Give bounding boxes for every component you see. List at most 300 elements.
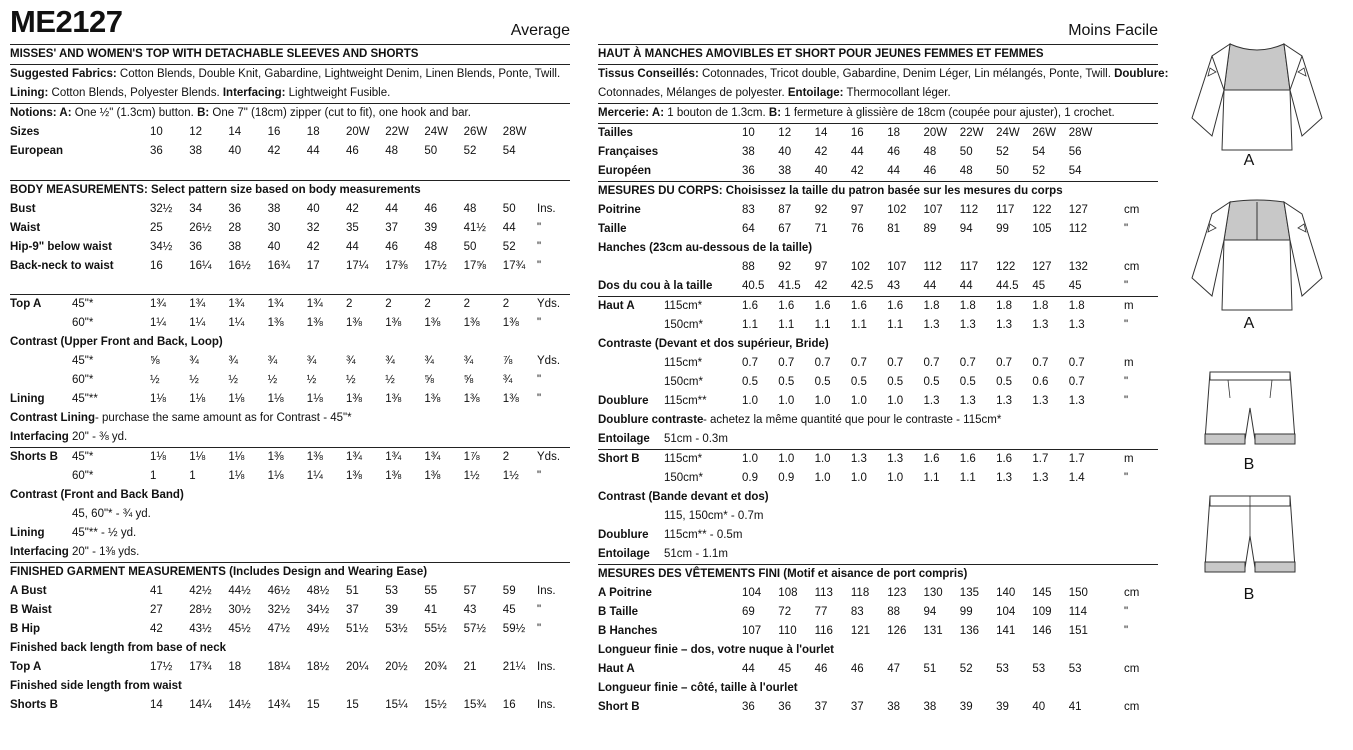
table-cell: 38 xyxy=(887,701,900,713)
table-cell: 146 xyxy=(1032,625,1052,637)
table-cell: 42 xyxy=(814,146,828,158)
table-cell: 17¼ xyxy=(346,260,369,272)
view-label-shorts-b-front: B xyxy=(1243,456,1255,473)
row-label: Poitrine xyxy=(598,204,641,216)
table-cell: 1 xyxy=(150,470,157,482)
table-cell: 38 xyxy=(742,146,755,158)
table-cell: 1⅛ xyxy=(150,393,166,405)
table-cell: 20W xyxy=(923,127,948,139)
table-row xyxy=(598,449,1158,469)
table-row xyxy=(598,603,1158,622)
row-width: 20" - 1⅜ yds. xyxy=(72,546,140,558)
table-cell: 1⅜ xyxy=(346,393,362,405)
table-cell: 1.6 xyxy=(778,300,795,312)
table-cell: 107 xyxy=(923,204,943,216)
row-label: Tailles xyxy=(598,127,633,139)
table-cell: 112 xyxy=(923,261,942,273)
row-label: Interfacing xyxy=(10,431,69,443)
table-cell: 92 xyxy=(814,204,828,216)
table-cell: 39 xyxy=(996,701,1009,713)
unit: " xyxy=(1124,280,1129,292)
table-cell: 48½ xyxy=(306,585,330,597)
table-row xyxy=(598,545,1158,564)
unit: cm xyxy=(1124,204,1140,216)
table-cell: 1.6 xyxy=(923,453,940,465)
row-label: Hip-9" below waist xyxy=(10,241,112,253)
table-cell: 57 xyxy=(463,585,477,597)
row-label: Hanches (23cm au-dessous de la taille) xyxy=(598,242,813,254)
table-cell: 42 xyxy=(267,145,281,157)
table-cell: 132 xyxy=(1068,261,1088,273)
table-row xyxy=(598,143,1158,162)
row-width: 60"* xyxy=(72,374,94,386)
table-cell: 53 xyxy=(1032,663,1046,675)
finished-measurements-table xyxy=(10,582,570,715)
table-cell: ⅝ xyxy=(463,374,474,386)
table-cell: 151 xyxy=(1068,625,1088,637)
table-row xyxy=(10,333,570,352)
table-cell: 2 xyxy=(463,298,470,310)
sizes-table-fr xyxy=(598,123,1158,181)
lining-interfacing-fr: Cotonnades, Mélanges de polyester. Entoilage: Thermocollant léger. xyxy=(598,87,951,99)
table-cell: 1.6 xyxy=(814,300,831,312)
unit: Yds. xyxy=(537,298,561,310)
table-cell: 52 xyxy=(996,146,1009,158)
table-cell: 121 xyxy=(850,625,871,637)
table-cell: 1⅛ xyxy=(189,393,206,405)
table-cell: 28W xyxy=(502,126,527,138)
table-cell: ½ xyxy=(267,374,278,386)
unit: " xyxy=(537,604,542,616)
table-cell: 41 xyxy=(1068,701,1082,713)
row-label: Haut A xyxy=(598,300,635,312)
row-width: 45"** xyxy=(72,393,98,405)
table-row xyxy=(598,526,1158,545)
yardage-shorts-b-table-fr xyxy=(598,449,1158,564)
table-cell: 15 xyxy=(346,699,359,711)
table-cell: 46½ xyxy=(267,585,290,597)
table-cell: 48 xyxy=(385,145,398,157)
row-width: 51cm - 1.1m xyxy=(664,548,728,560)
table-cell: 17⅜ xyxy=(385,260,408,272)
table-cell: 1.0 xyxy=(850,395,867,407)
table-cell: 20½ xyxy=(385,661,408,673)
row-label: Finished back length from base of neck xyxy=(10,642,226,654)
table-cell: 56 xyxy=(1068,146,1082,158)
table-row xyxy=(10,428,570,447)
row-label: Contrast (Upper Front and Back, Loop) xyxy=(10,336,223,348)
table-cell: 12 xyxy=(189,126,202,138)
row-label: Taille xyxy=(598,223,627,235)
table-cell: 76 xyxy=(850,223,864,235)
table-cell: 114 xyxy=(1068,606,1088,618)
table-cell: 107 xyxy=(742,625,762,637)
table-cell: 34½ xyxy=(306,604,330,616)
table-row xyxy=(598,258,1158,277)
table-cell: 42 xyxy=(306,241,320,253)
table-cell: 0.7 xyxy=(1068,376,1085,388)
table-cell: 43½ xyxy=(189,623,212,635)
table-cell: 1 xyxy=(189,470,196,482)
table-cell: 48 xyxy=(463,203,477,215)
header-fr xyxy=(598,0,1158,44)
table-cell: 1.7 xyxy=(1032,453,1049,465)
table-cell: 1.1 xyxy=(923,472,940,484)
table-cell: 126 xyxy=(887,625,907,637)
table-cell: 39 xyxy=(424,222,438,234)
table-cell: 15¼ xyxy=(385,699,408,711)
table-cell: 0.7 xyxy=(814,357,831,369)
view-label-top-a-back: A xyxy=(1243,315,1255,332)
table-cell: 112 xyxy=(1068,223,1088,235)
table-cell: 0.7 xyxy=(887,357,904,369)
table-cell: 40 xyxy=(1032,701,1046,713)
difficulty-level: Average xyxy=(510,22,570,39)
table-cell: 46 xyxy=(850,663,864,675)
table-cell: 59½ xyxy=(502,623,526,635)
table-cell: 1⅜ xyxy=(424,317,441,329)
table-row xyxy=(10,447,570,467)
row-label: Back-neck to waist xyxy=(10,260,114,272)
table-row xyxy=(10,238,570,257)
table-cell: 24W xyxy=(424,126,449,138)
table-cell: 0.5 xyxy=(778,376,795,388)
table-cell: 1.3 xyxy=(850,453,867,465)
table-row xyxy=(598,220,1158,239)
table-cell: 0.5 xyxy=(814,376,831,388)
table-cell: 1.6 xyxy=(887,300,904,312)
table-cell: 47 xyxy=(887,663,900,675)
table-cell: 135 xyxy=(959,587,979,599)
row-label: Contrast (Front and Back Band) xyxy=(10,489,184,501)
table-cell: 1.0 xyxy=(850,472,867,484)
unit: Yds. xyxy=(537,451,561,463)
table-cell: 41 xyxy=(424,604,438,616)
table-cell: ½ xyxy=(346,374,356,386)
table-cell: 34½ xyxy=(150,241,173,253)
table-row xyxy=(598,239,1158,258)
table-cell: 36 xyxy=(742,165,755,177)
table-cell: 99 xyxy=(996,223,1009,235)
table-row xyxy=(10,524,570,543)
table-cell: 52 xyxy=(959,663,973,675)
unit: cm xyxy=(1124,663,1140,675)
table-cell: 42 xyxy=(850,165,864,177)
table-cell: 0.7 xyxy=(1068,357,1085,369)
table-cell: 1¼ xyxy=(189,317,206,329)
table-cell: 54 xyxy=(1068,165,1082,177)
table-row xyxy=(10,294,570,314)
table-cell: 45 xyxy=(1068,280,1082,292)
table-cell: 1⅛ xyxy=(189,451,206,463)
table-cell: 50 xyxy=(424,145,438,157)
table-cell: ½ xyxy=(150,374,160,386)
english-column xyxy=(10,0,570,715)
table-cell: 54 xyxy=(502,145,516,157)
table-cell: 1.4 xyxy=(1068,472,1085,484)
unit: Ins. xyxy=(537,661,556,673)
table-cell: 0.6 xyxy=(1032,376,1049,388)
table-row xyxy=(10,486,570,505)
table-cell: 0.5 xyxy=(887,376,904,388)
table-cell: 50 xyxy=(463,241,477,253)
row-width: 20" - ⅜ yd. xyxy=(72,431,128,443)
table-cell: ¾ xyxy=(306,355,317,367)
view-label-shorts-b-back: B xyxy=(1243,586,1255,603)
table-cell: 1¾ xyxy=(346,451,362,463)
row-label: Bust xyxy=(10,203,36,215)
unit: m xyxy=(1124,357,1134,369)
table-cell: 1.8 xyxy=(923,300,940,312)
table-cell: 0.7 xyxy=(778,357,795,369)
table-cell: 53 xyxy=(385,585,398,597)
table-cell: ½ xyxy=(189,374,199,386)
table-cell: 2 xyxy=(346,298,353,310)
table-cell: 1.6 xyxy=(959,453,976,465)
row-width: 60"* xyxy=(72,470,94,482)
table-cell: 0.5 xyxy=(742,376,758,388)
table-cell: 69 xyxy=(742,606,755,618)
table-cell: 48 xyxy=(923,146,937,158)
table-cell: 1.1 xyxy=(742,319,758,331)
table-row xyxy=(598,411,1158,430)
table-cell: 21 xyxy=(463,661,477,673)
unit: m xyxy=(1124,300,1134,312)
sizes-table xyxy=(10,123,570,161)
table-cell: 113 xyxy=(814,587,833,599)
table-cell: 1¾ xyxy=(189,298,206,310)
table-cell: 1.1 xyxy=(850,319,867,331)
table-cell: 40.5 xyxy=(742,280,765,292)
table-row xyxy=(598,373,1158,392)
table-cell: 50 xyxy=(502,203,516,215)
table-cell: 88 xyxy=(887,606,900,618)
table-row xyxy=(598,316,1158,335)
table-cell: 42 xyxy=(150,623,163,635)
notions-fr: Mercerie: A: 1 bouton de 1.3cm. B: 1 fermeture à glissière de 18cm (coupée pour ajuster), 1 crochet. xyxy=(598,103,1158,123)
table-row xyxy=(598,469,1158,488)
row-label: Lining xyxy=(10,393,45,405)
table-cell: 1⅜ xyxy=(424,470,441,482)
table-cell: 1¾ xyxy=(385,451,402,463)
table-cell: ¾ xyxy=(424,355,434,367)
table-cell: 1.3 xyxy=(996,395,1013,407)
table-row xyxy=(10,200,570,219)
table-row xyxy=(598,201,1158,220)
table-cell: 0.7 xyxy=(1032,357,1049,369)
table-cell: 16¾ xyxy=(267,260,290,272)
unit: " xyxy=(537,393,542,405)
table-row xyxy=(10,257,570,276)
unit: cm xyxy=(1124,701,1140,713)
table-cell: 21¼ xyxy=(502,661,526,673)
table-cell: 48 xyxy=(959,165,973,177)
table-row xyxy=(598,660,1158,679)
table-cell: 1⅛ xyxy=(228,393,245,405)
table-row xyxy=(598,430,1158,449)
table-cell: 1.8 xyxy=(959,300,976,312)
table-cell: 36 xyxy=(742,701,755,713)
table-cell: 1¾ xyxy=(424,451,441,463)
table-cell: 1⅛ xyxy=(267,393,284,405)
table-cell: 112 xyxy=(959,204,979,216)
table-row xyxy=(10,467,570,486)
table-cell: 108 xyxy=(778,587,798,599)
table-cell: 37 xyxy=(850,701,864,713)
table-cell: 16¼ xyxy=(189,260,212,272)
row-label: Lining xyxy=(10,527,45,539)
table-cell: 0.5 xyxy=(850,376,867,388)
table-cell: 36 xyxy=(778,701,792,713)
table-row xyxy=(10,371,570,390)
table-row xyxy=(10,582,570,601)
table-cell: 1.6 xyxy=(742,300,758,312)
table-cell: 40 xyxy=(306,203,320,215)
row-label: Européen xyxy=(598,165,652,177)
table-cell: 1.3 xyxy=(1032,319,1049,331)
table-cell: 55 xyxy=(424,585,438,597)
row-label: Contrast (Bande devant et dos) xyxy=(598,491,769,503)
table-cell: 50 xyxy=(959,146,973,158)
table-cell: 36 xyxy=(228,203,242,215)
table-cell: 42½ xyxy=(189,585,212,597)
table-cell: 2 xyxy=(502,298,510,310)
table-cell: 17½ xyxy=(150,661,173,673)
table-row xyxy=(598,162,1158,181)
table-cell: 1⅜ xyxy=(346,470,362,482)
table-cell: 2 xyxy=(502,451,510,463)
row-width: 51cm - 0.3m xyxy=(664,433,728,445)
table-cell: 0.5 xyxy=(959,376,976,388)
table-cell: 42 xyxy=(346,203,359,215)
table-cell: 20¼ xyxy=(346,661,369,673)
row-label: A Bust xyxy=(10,585,47,597)
table-cell: 32½ xyxy=(150,203,173,215)
table-cell: 94 xyxy=(959,223,973,235)
row-width: 45"** - ½ yd. xyxy=(72,527,137,539)
table-row xyxy=(598,679,1158,698)
table-cell: 1⅜ xyxy=(463,317,480,329)
table-cell: 41.5 xyxy=(778,280,801,292)
table-cell: 45 xyxy=(502,604,516,616)
table-cell: 1.8 xyxy=(1068,300,1085,312)
row-width: 150cm* xyxy=(664,472,703,484)
table-cell: 1⅜ xyxy=(424,393,441,405)
row-width: 115cm** xyxy=(664,395,707,407)
yardage-top-a-table xyxy=(10,294,570,447)
unit: " xyxy=(537,470,542,482)
garment-title: MISSES' AND WOMEN'S TOP WITH DETACHABLE SLEEVES AND SHORTS xyxy=(10,44,570,64)
suggested-fabrics-fr: Tissus Conseillés: Cotonnades, Tricot double, Gabardine, Denim Léger, Lin mélangés, Ponte, Twill. Doublure: xyxy=(598,64,1158,84)
table-cell: 47½ xyxy=(267,623,290,635)
unit: " xyxy=(1124,606,1129,618)
table-cell: 104 xyxy=(742,587,762,599)
table-cell: 105 xyxy=(1032,223,1052,235)
table-cell: 52 xyxy=(1032,165,1046,177)
table-cell: 1.0 xyxy=(778,453,795,465)
table-cell: 72 xyxy=(778,606,792,618)
table-cell: 26½ xyxy=(189,222,212,234)
table-cell: 28½ xyxy=(189,604,212,616)
unit: " xyxy=(537,623,542,635)
table-cell: 64 xyxy=(742,223,755,235)
table-cell: 40 xyxy=(778,146,792,158)
table-cell: 43 xyxy=(463,604,477,616)
unit: Ins. xyxy=(537,203,556,215)
table-cell: 1.3 xyxy=(887,453,904,465)
table-cell: 99 xyxy=(959,606,973,618)
table-cell: 14 xyxy=(150,699,163,711)
unit: " xyxy=(537,374,542,386)
row-text: - achetez la même quantité que pour le contraste - 115cm* xyxy=(703,414,1002,426)
table-cell: 1.3 xyxy=(1032,395,1049,407)
table-cell: 24W xyxy=(996,127,1020,139)
row-width: 45"* xyxy=(72,355,94,367)
table-cell: 2 xyxy=(424,298,431,310)
table-cell: ½ xyxy=(385,374,395,386)
table-cell: 1¼ xyxy=(150,317,166,329)
table-cell: 116 xyxy=(814,625,833,637)
table-cell: 1.0 xyxy=(814,395,831,407)
table-cell: 17¾ xyxy=(502,260,526,272)
table-row xyxy=(10,658,570,677)
table-row xyxy=(598,354,1158,373)
table-cell: 18 xyxy=(228,661,242,673)
table-cell: 30½ xyxy=(228,604,251,616)
finished-measurements-table-fr xyxy=(598,584,1158,717)
unit: cm xyxy=(1124,261,1140,273)
view-label-top-a-front: A xyxy=(1243,152,1255,169)
row-label: Longueur finie – dos, votre nuque à l'ourlet xyxy=(598,644,834,656)
row-label: Longueur finie – côté, taille à l'ourlet xyxy=(598,682,798,694)
table-cell: 145 xyxy=(1032,587,1052,599)
unit: Ins. xyxy=(537,585,556,597)
finished-measurements-title: FINISHED GARMENT MEASUREMENTS (Includes Design and Wearing Ease) xyxy=(10,562,570,582)
table-cell: 53 xyxy=(996,663,1009,675)
table-cell: 1⅜ xyxy=(267,451,284,463)
table-row xyxy=(10,639,570,658)
table-cell: 1¼ xyxy=(306,470,323,482)
table-cell: 42 xyxy=(814,280,828,292)
table-cell: 83 xyxy=(742,204,755,216)
table-row xyxy=(598,296,1158,316)
table-cell: 41 xyxy=(150,585,163,597)
table-cell: 27 xyxy=(150,604,163,616)
table-row xyxy=(598,123,1158,143)
table-row xyxy=(598,507,1158,526)
row-width: 115cm* xyxy=(664,357,703,369)
row-label: Short B xyxy=(598,701,640,713)
table-cell: 44 xyxy=(385,203,398,215)
table-cell: 122 xyxy=(1032,204,1052,216)
table-cell: 51½ xyxy=(346,623,369,635)
table-cell: 38 xyxy=(228,241,242,253)
table-row xyxy=(10,409,570,428)
table-cell: 46 xyxy=(424,203,438,215)
table-cell: ½ xyxy=(228,374,238,386)
row-text: - purchase the same amount as for Contrast - 45"* xyxy=(95,412,352,424)
table-cell: 39 xyxy=(385,604,398,616)
row-label: Doublure xyxy=(598,529,649,541)
table-cell: 45½ xyxy=(228,623,251,635)
table-cell: 14 xyxy=(228,126,242,138)
unit: " xyxy=(537,260,542,272)
row-label: Doublure contraste xyxy=(598,414,704,426)
table-cell: 17⅝ xyxy=(463,260,486,272)
row-label: B Taille xyxy=(598,606,639,618)
table-cell: 14¼ xyxy=(189,699,212,711)
table-cell: ½ xyxy=(306,374,317,386)
